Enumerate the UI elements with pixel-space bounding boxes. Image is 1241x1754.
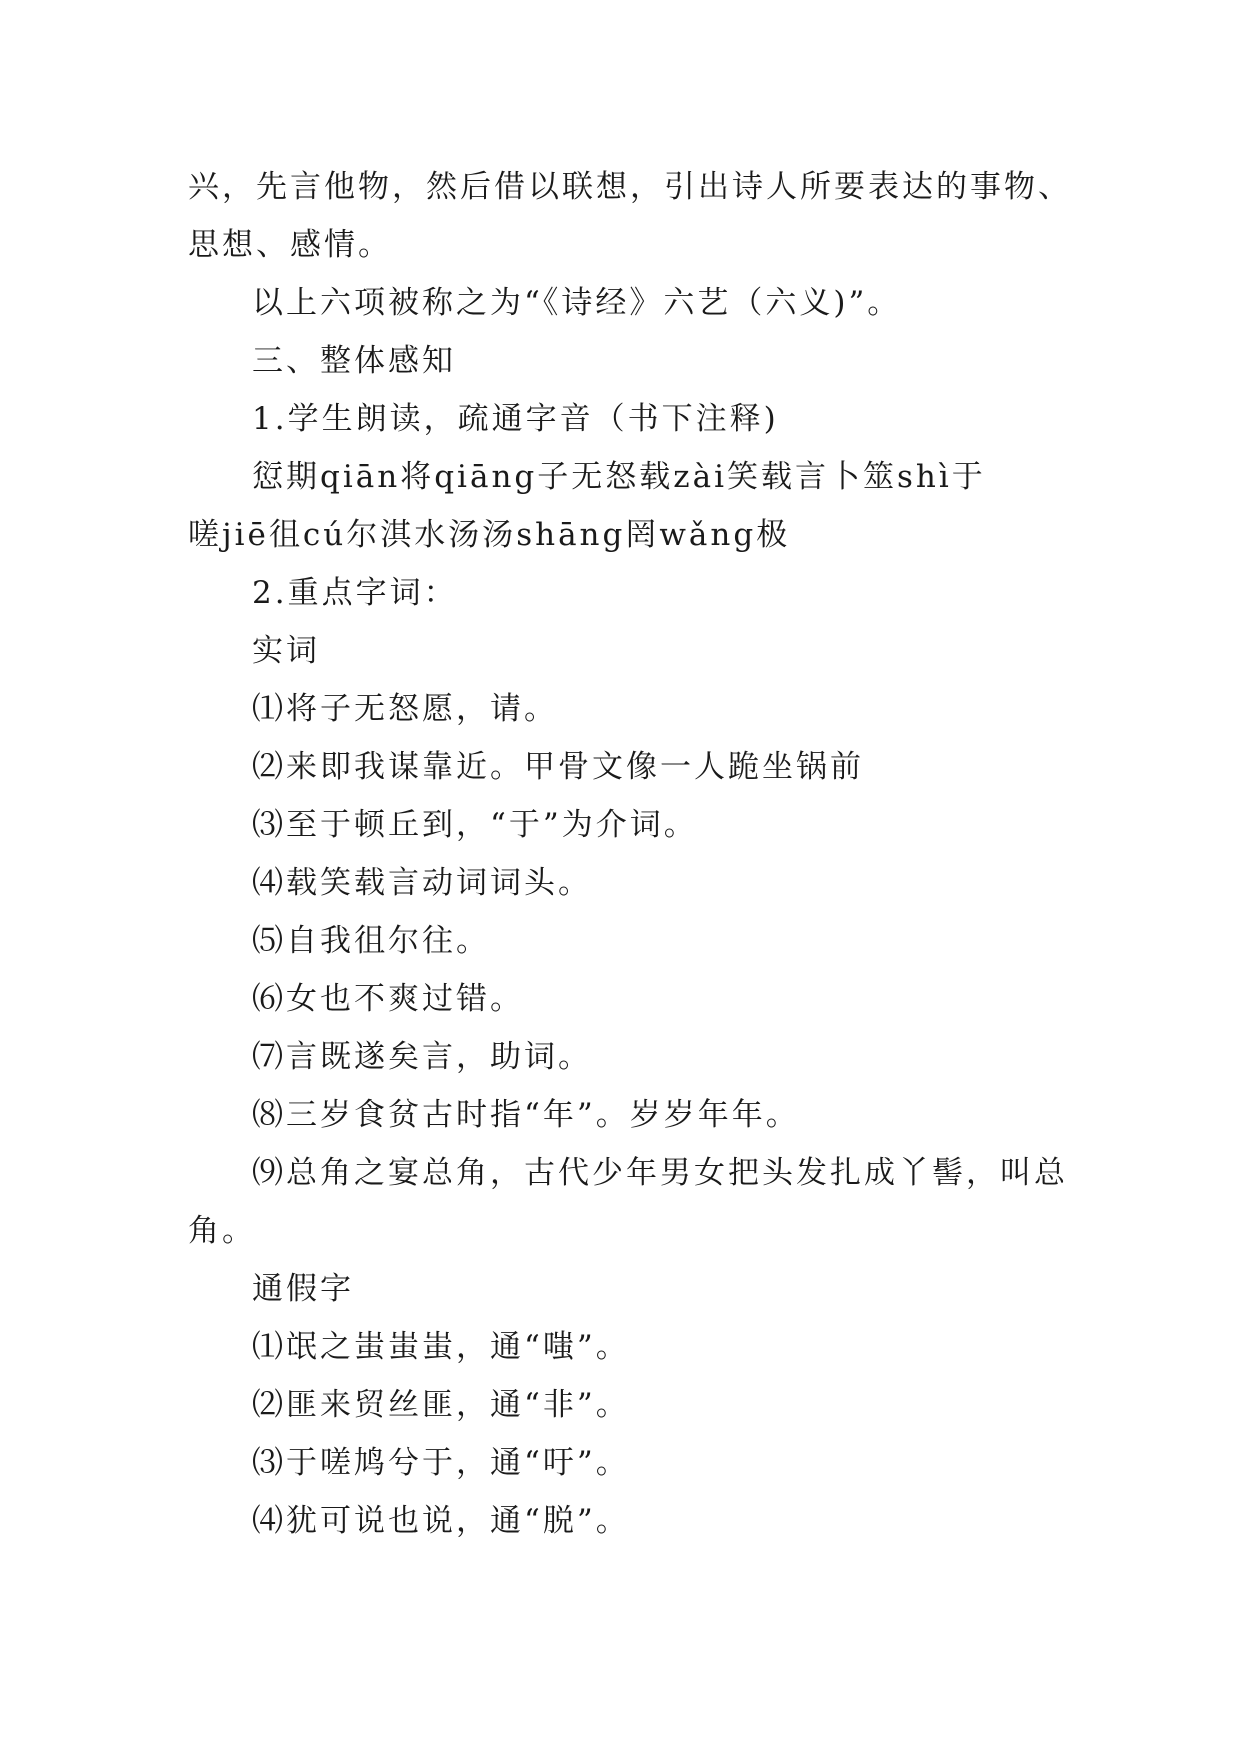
paragraph-line: 思想、感情。 xyxy=(188,227,392,263)
pronunciation-line: 嗟jiē徂cú尔淇水汤汤shāng罔wǎng极 xyxy=(188,517,791,553)
category-heading: 通假字 xyxy=(252,1271,354,1307)
pronunciation-line: 愆期qiān将qiāng子无怒载zài笑载言卜筮shì于 xyxy=(252,459,986,495)
subsection-heading: 1.学生朗读，疏通字音（书下注释) xyxy=(252,401,779,437)
document-body xyxy=(188,158,1072,1550)
list-item: ⑴将子无怒愿，请。 xyxy=(252,691,558,727)
list-item: ⑶于嗟鸠兮于，通“吁”。 xyxy=(252,1445,630,1481)
list-item: ⑷犹可说也说，通“脱”。 xyxy=(252,1503,630,1539)
list-item: ⑻三岁食贫古时指“年”。岁岁年年。 xyxy=(252,1097,800,1133)
list-item: ⑴氓之蚩蚩蚩，通“嗤”。 xyxy=(252,1329,630,1365)
list-item: ⑺言既遂矣言，助词。 xyxy=(252,1039,592,1075)
section-heading: 三、整体感知 xyxy=(252,343,456,379)
paragraph-line: 以上六项被称之为“《诗经》六艺（六义)”。 xyxy=(252,285,902,321)
paragraph-line: 兴，先言他物，然后借以联想，引出诗人所要表达的事物、 xyxy=(188,169,1072,205)
list-item: ⑹女也不爽过错。 xyxy=(252,981,524,1017)
subsection-heading: 2.重点字词： xyxy=(252,575,458,611)
list-item: ⑷载笑载言动词词头。 xyxy=(252,865,592,901)
list-item: ⑵匪来贸丝匪，通“非”。 xyxy=(252,1387,630,1423)
list-item: ⑶至于顿丘到，“于”为介词。 xyxy=(252,807,698,843)
list-item: ⑵来即我谋靠近。甲骨文像一人跪坐锅前 xyxy=(252,749,864,785)
category-heading: 实词 xyxy=(252,633,320,669)
list-item: ⑼总角之宴总角，古代少年男女把头发扎成丫髻，叫总 xyxy=(252,1155,1068,1191)
list-item-continuation: 角。 xyxy=(188,1213,256,1249)
list-item: ⑸自我徂尔往。 xyxy=(252,923,490,959)
